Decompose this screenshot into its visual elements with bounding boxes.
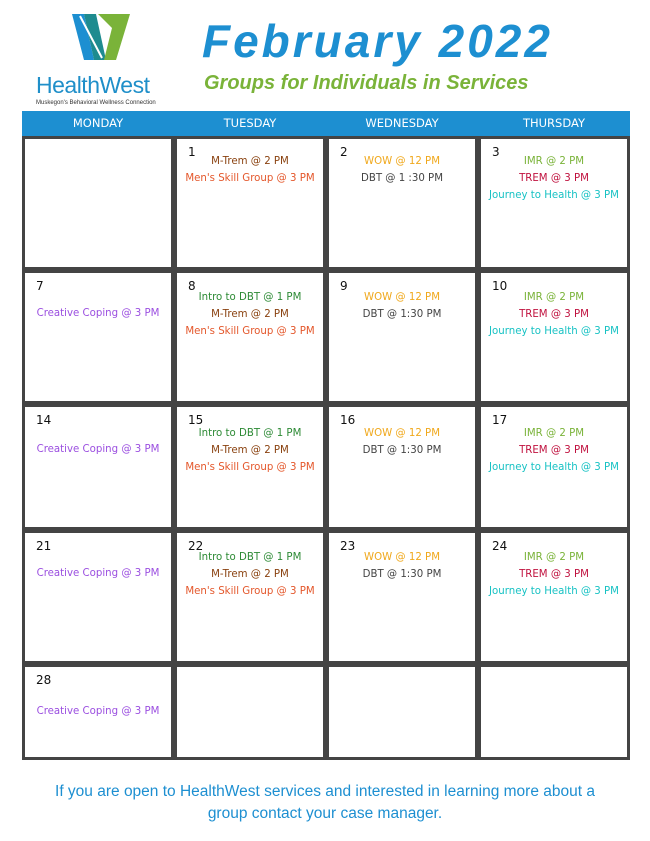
footer-line-2: group contact your case manager. — [207, 805, 443, 822]
day-number: 23 — [340, 539, 356, 553]
healthwest-logo-icon — [72, 14, 130, 60]
event-item: IMR @ 2 PM — [523, 552, 585, 563]
event-item: DBT @ 1:30 PM — [362, 569, 442, 580]
calendar-day-cell — [174, 404, 326, 530]
calendar-day-cell — [478, 404, 630, 530]
day-number: 8 — [188, 279, 196, 293]
event-item: Intro to DBT @ 1 PM — [198, 292, 302, 303]
day-events — [481, 289, 627, 340]
day-number: 1 — [188, 145, 196, 159]
event-item: Journey to Health @ 3 PM — [489, 586, 619, 597]
event-item: M-Trem @ 2 PM — [211, 156, 289, 167]
calendar-day-cell — [326, 136, 478, 270]
calendar-day-cell — [22, 664, 174, 760]
event-item: Men's Skill Group @ 3 PM — [185, 326, 315, 337]
event-item: Intro to DBT @ 1 PM — [198, 552, 302, 563]
calendar-day-cell — [478, 664, 630, 760]
logo-wordmark: HealthWest — [36, 72, 150, 98]
day-events — [177, 153, 323, 187]
event-item: TREM @ 3 PM — [519, 173, 589, 184]
day-number: 22 — [188, 539, 204, 553]
event-item: Creative Coping @ 3 PM — [36, 308, 160, 319]
event-item: WOW @ 12 PM — [364, 428, 440, 439]
event-item: Journey to Health @ 3 PM — [489, 190, 619, 201]
event-item: M-Trem @ 2 PM — [211, 445, 289, 456]
calendar-week-row — [22, 404, 630, 530]
calendar-day-cell — [22, 530, 174, 664]
page-title: February 2022 — [202, 15, 553, 67]
calendar-day-cell — [174, 664, 326, 760]
event-item: DBT @ 1 :30 PM — [360, 173, 443, 184]
event-item: TREM @ 3 PM — [519, 309, 589, 320]
event-item: Men's Skill Group @ 3 PM — [185, 586, 315, 597]
event-item: M-Trem @ 2 PM — [211, 309, 289, 320]
event-item: M-Trem @ 2 PM — [211, 569, 289, 580]
day-events — [329, 549, 475, 583]
day-events — [329, 425, 475, 459]
event-item: WOW @ 12 PM — [364, 552, 440, 563]
event-item: IMR @ 2 PM — [523, 428, 585, 439]
logo-tagline: Muskegon's Behavioral Wellness Connection — [36, 100, 156, 106]
event-item: Journey to Health @ 3 PM — [489, 462, 619, 473]
event-item: Creative Coping @ 3 PM — [36, 706, 160, 717]
day-number: 21 — [36, 539, 52, 553]
event-item: WOW @ 12 PM — [364, 292, 440, 303]
calendar-week-row — [22, 664, 630, 760]
event-item: TREM @ 3 PM — [519, 445, 589, 456]
event-item: IMR @ 2 PM — [523, 156, 585, 167]
calendar-day-cell — [22, 270, 174, 404]
day-number: 9 — [340, 279, 348, 293]
day-number: 3 — [492, 145, 500, 159]
calendar-grid — [22, 136, 630, 760]
event-item: TREM @ 3 PM — [519, 569, 589, 580]
day-number: 10 — [492, 279, 508, 293]
event-item: Journey to Health @ 3 PM — [489, 326, 619, 337]
calendar-day-cell — [478, 270, 630, 404]
day-events — [25, 703, 171, 720]
weekday-thursday: THURSDAY — [522, 116, 586, 130]
event-item: IMR @ 2 PM — [523, 292, 585, 303]
footer-line-1: If you are open to HealthWest services and interested in learning more about a — [55, 783, 595, 800]
weekday-monday: MONDAY — [72, 116, 124, 130]
event-item: DBT @ 1:30 PM — [362, 309, 442, 320]
day-number: 16 — [340, 413, 356, 427]
event-item: DBT @ 1:30 PM — [362, 445, 442, 456]
event-item: Men's Skill Group @ 3 PM — [185, 173, 315, 184]
healthwest-logo — [30, 14, 180, 106]
page-subtitle: Groups for Individuals in Services — [204, 72, 529, 94]
day-number: 2 — [340, 145, 348, 159]
event-item: Men's Skill Group @ 3 PM — [185, 462, 315, 473]
event-item: WOW @ 12 PM — [364, 156, 440, 167]
calendar-week-row — [22, 530, 630, 664]
day-events — [25, 305, 171, 322]
day-events — [177, 549, 323, 600]
calendar-day-cell — [174, 530, 326, 664]
day-number: 7 — [36, 279, 44, 293]
day-number: 24 — [492, 539, 508, 553]
day-number: 15 — [188, 413, 204, 427]
day-events — [481, 425, 627, 476]
event-item: Creative Coping @ 3 PM — [36, 444, 160, 455]
calendar-day-cell — [478, 530, 630, 664]
event-item: Creative Coping @ 3 PM — [36, 568, 160, 579]
day-events — [481, 549, 627, 600]
calendar-day-cell — [326, 664, 478, 760]
day-events — [177, 425, 323, 476]
weekday-header — [22, 111, 630, 136]
calendar-day-cell — [326, 270, 478, 404]
weekday-tuesday: TUESDAY — [223, 116, 277, 130]
event-item: Intro to DBT @ 1 PM — [198, 428, 302, 439]
calendar-day-cell — [326, 404, 478, 530]
day-events — [25, 441, 171, 458]
day-events — [177, 289, 323, 340]
calendar-day-cell — [22, 404, 174, 530]
day-events — [329, 289, 475, 323]
day-number: 14 — [36, 413, 52, 427]
calendar-week-row — [22, 136, 630, 270]
calendar-day-cell — [478, 136, 630, 270]
calendar-day-cell — [174, 136, 326, 270]
day-number: 28 — [36, 673, 52, 687]
footer-note — [0, 781, 650, 825]
weekday-wednesday: WEDNESDAY — [365, 116, 439, 130]
calendar-day-cell — [326, 530, 478, 664]
day-events — [481, 153, 627, 204]
calendar-week-row — [22, 270, 630, 404]
day-events — [25, 565, 171, 582]
calendar-day-cell — [174, 270, 326, 404]
day-events — [329, 153, 475, 187]
calendar-day-cell — [22, 136, 174, 270]
day-number: 17 — [492, 413, 508, 427]
